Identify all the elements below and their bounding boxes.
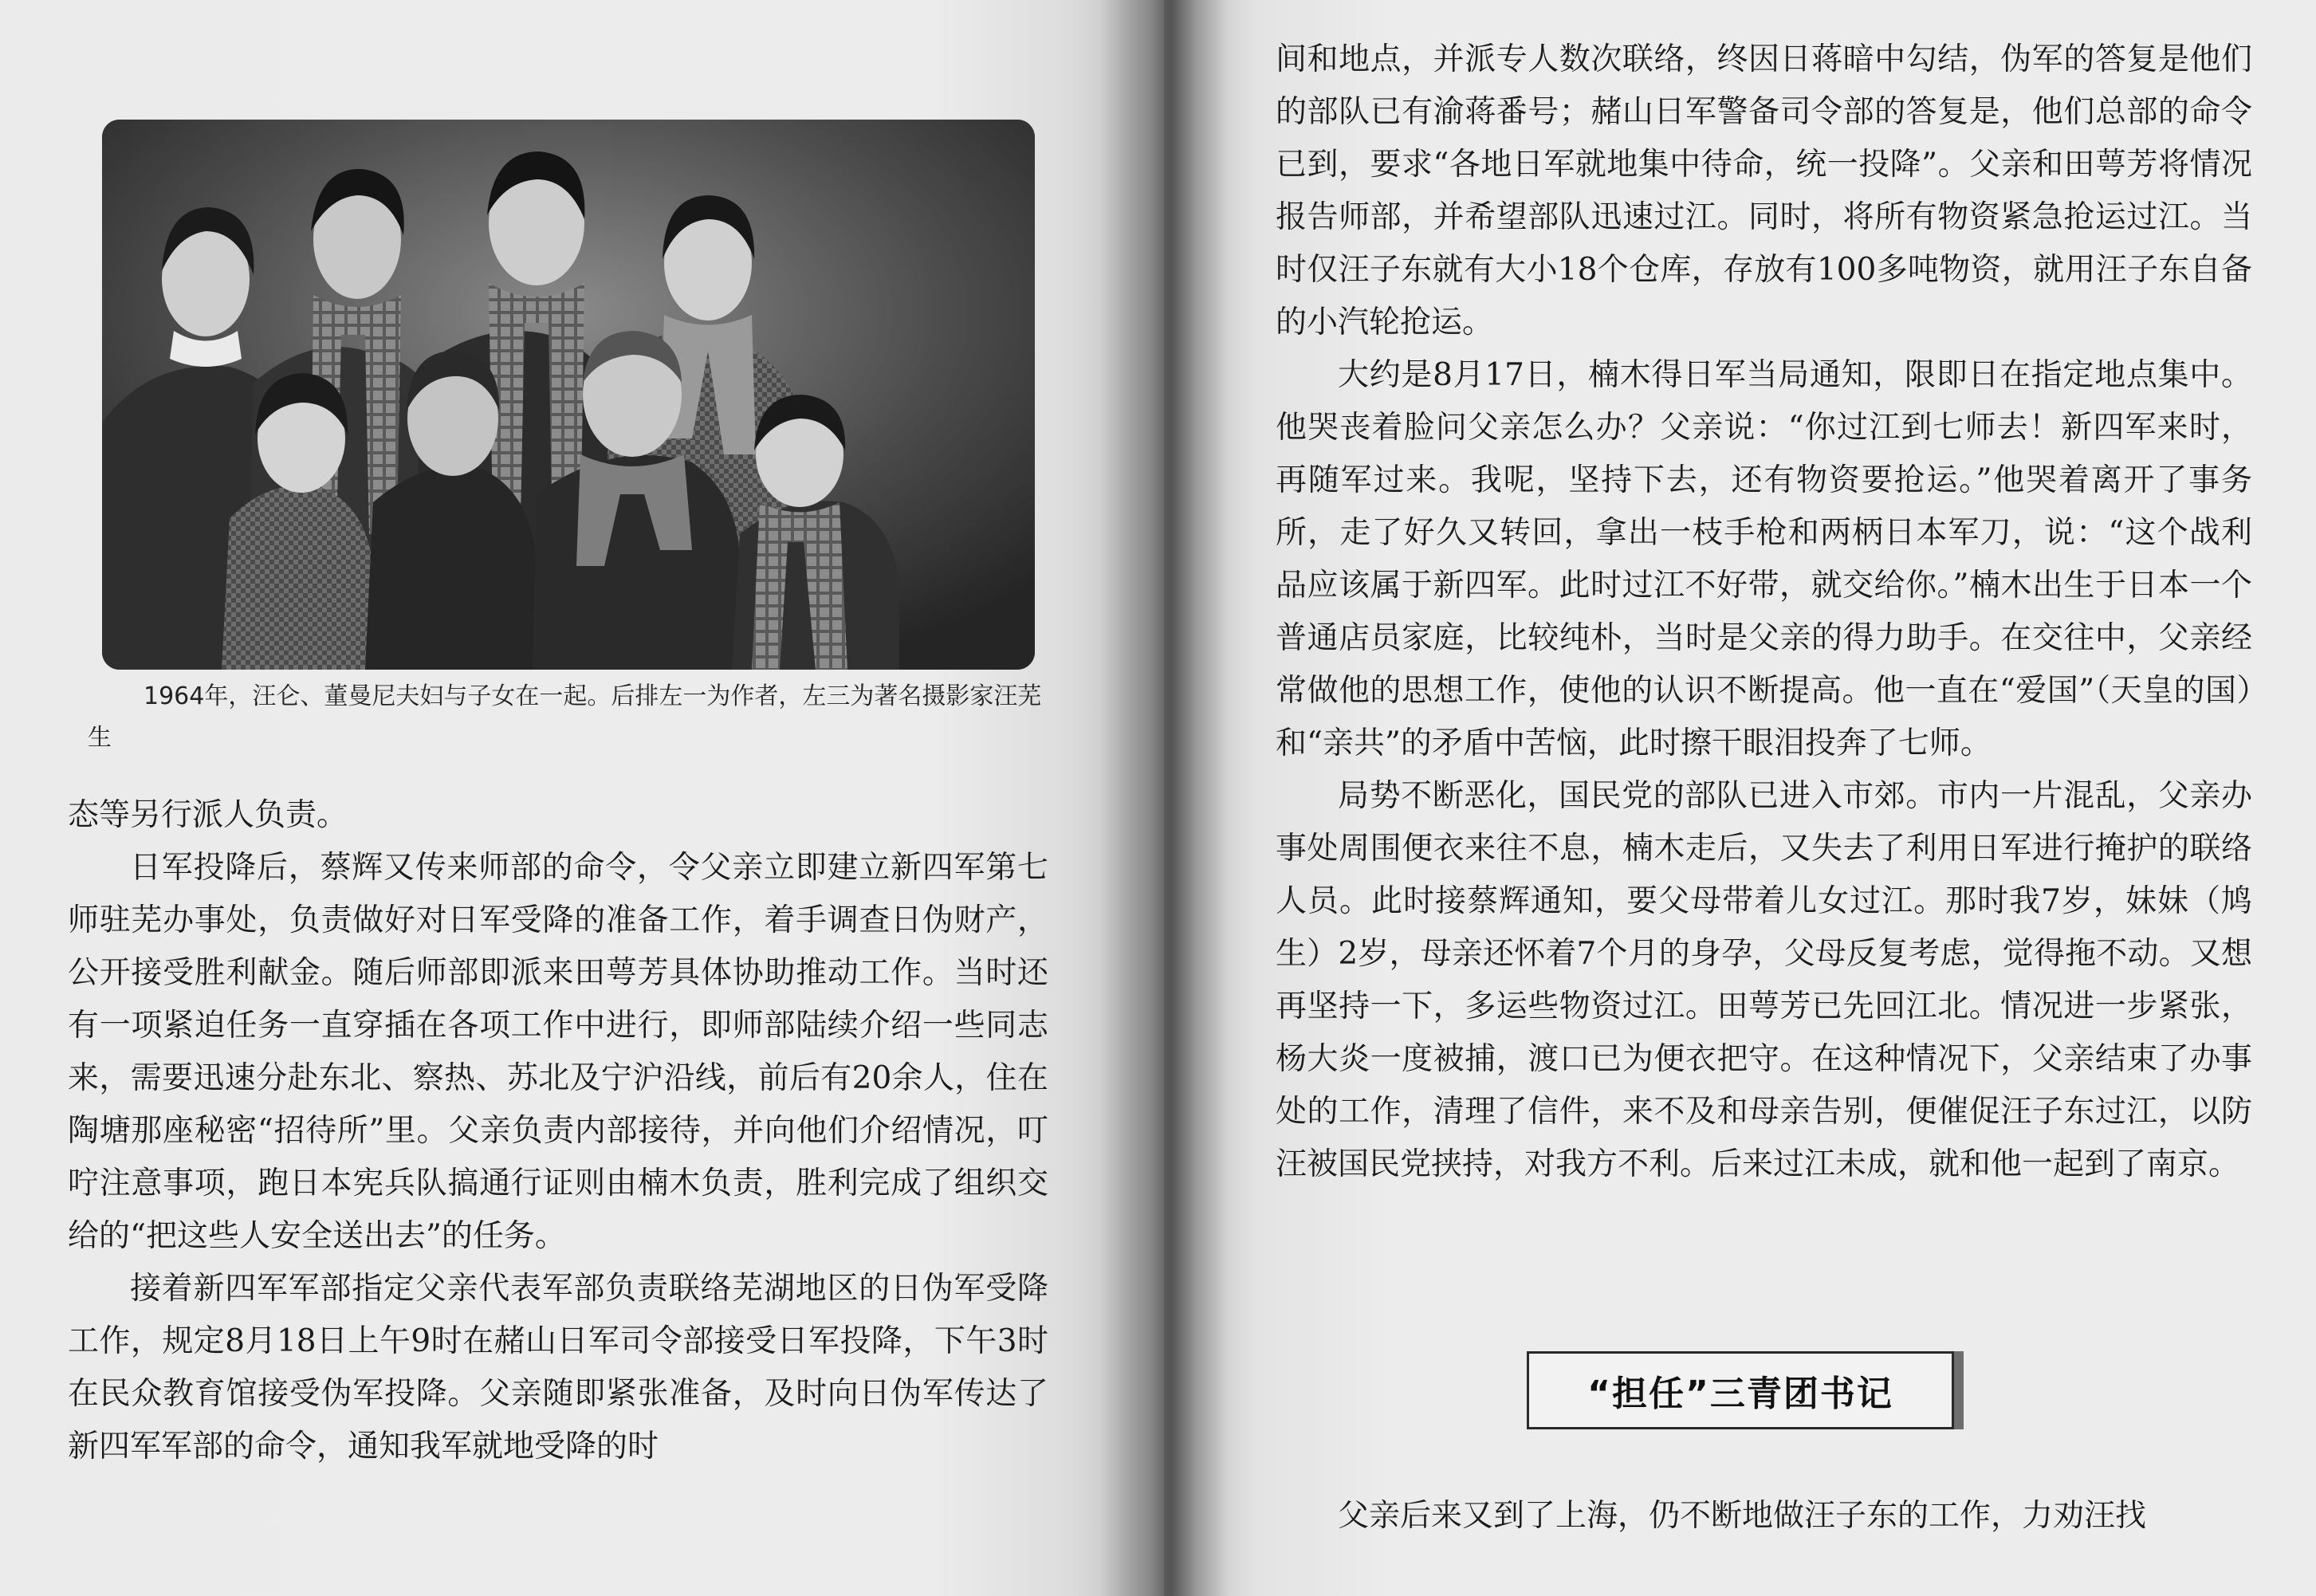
paragraph: 间和地点，并派专人数次联络，终因日蒋暗中勾结，伪军的答复是他们的部队已有渝蒋番号；赭山日军警备司令部的答复是，他们总部的命令已到，要求“各地日军就地集中待命，统一投降”。父亲和田萼芳将情况报告师部，并希望部队迅速过江。同时，将所有物资紧急抢运过江。当时仅汪子东就有大小18个仓库，存放有100多吨物资，就用汪子东自备的小汽轮抢运。 [1276, 41, 2252, 340]
section-heading-box [1527, 1351, 1954, 1429]
family-photo-image [102, 120, 1035, 670]
right-page-body [1276, 33, 2252, 1191]
family-photo [102, 120, 1035, 670]
photo-caption: 1964年，汪仑、董曼尼夫妇与子女在一起。后排左一为作者，左三为著名摄影家汪芜生 [88, 682, 1042, 752]
paragraph: 接着新四军军部指定父亲代表军部负责联络芜湖地区的日伪军受降工作，规定8月18日上午9时在赭山日军司令部接受日军投降，下午3时在民众教育馆接受伪军投降。父亲随即紧张准备，及时向日伪军传达了新四军军部的命令，通知我军就地受降的时 [68, 1271, 1048, 1464]
section-heading: “担任”三青团书记 [1587, 1374, 1893, 1414]
paragraph: 局势不断恶化，国民党的部队已进入市郊。市内一片混乱，父亲办事处周围便衣来往不息，楠木走后，又失去了利用日军进行掩护的联络人员。此时接蔡辉通知，要父母带着儿女过江。那时我7岁，妹妹（鸠生）2岁，母亲还怀着7个月的身孕，父母反复考虑，觉得拖不动。又想再坚持一下，多运些物资过江。田萼芳已先回江北。情况进一步紧张，杨大炎一度被捕，渡口已为便衣把守。在这种情况下，父亲结束了办事处的工作，清理了信件，来不及和母亲告别，便催促汪子东过江，以防汪被国民党挟持，对我方不利。后来过江未成，就和他一起到了南京。 [1276, 778, 2252, 1182]
paragraph: 日军投降后，蔡辉又传来师部的命令，令父亲立即建立新四军第七师驻芜办事处，负责做好对日军受降的准备工作，着手调查日伪财产，公开接受胜利献金。随后师部即派来田萼芳具体协助推动工作。当时还有一项紧迫任务一直穿插在各项工作中进行，即师部陆续介绍一些同志来，需要迅速分赴东北、察热、苏北及宁沪沿线，前后有20余人，住在陶塘那座秘密“招待所”里。父亲负责内部接待，并向他们介绍情况，叮咛注意事项，跑日本宪兵队搞通行证则由楠木负责，胜利完成了组织交给的“把这些人安全送出去”的任务。 [68, 850, 1048, 1254]
paragraph: 态等另行派人负责。 [68, 797, 348, 833]
left-page-body [68, 789, 1048, 1473]
book-gutter [1100, 0, 1228, 1596]
paragraph: 父亲后来又到了上海，仍不断地做汪子东的工作，力劝汪找 [1338, 1498, 2147, 1534]
paragraph: 大约是8月17日，楠木得日军当局通知，限即日在指定地点集中。他哭丧着脸问父亲怎么办？父亲说：“你过江到七师去！新四军来时，再随军过来。我呢，坚持下去，还有物资要抢运。”他哭着离开了事务所，走了好久又转回，拿出一枝手枪和两柄日本军刀，说：“这个战利品应该属于新四军。此时过江不好带，就交给你。”楠木出生于日本一个普通店员家庭，比较纯朴，当时是父亲的得力助手。在交往中，父亲经常做他的思想工作，使他的认识不断提高。他一直在“爱国”（天皇的国）和“亲共”的矛盾中苦恼，此时擦干眼泪投奔了七师。 [1276, 357, 2252, 761]
